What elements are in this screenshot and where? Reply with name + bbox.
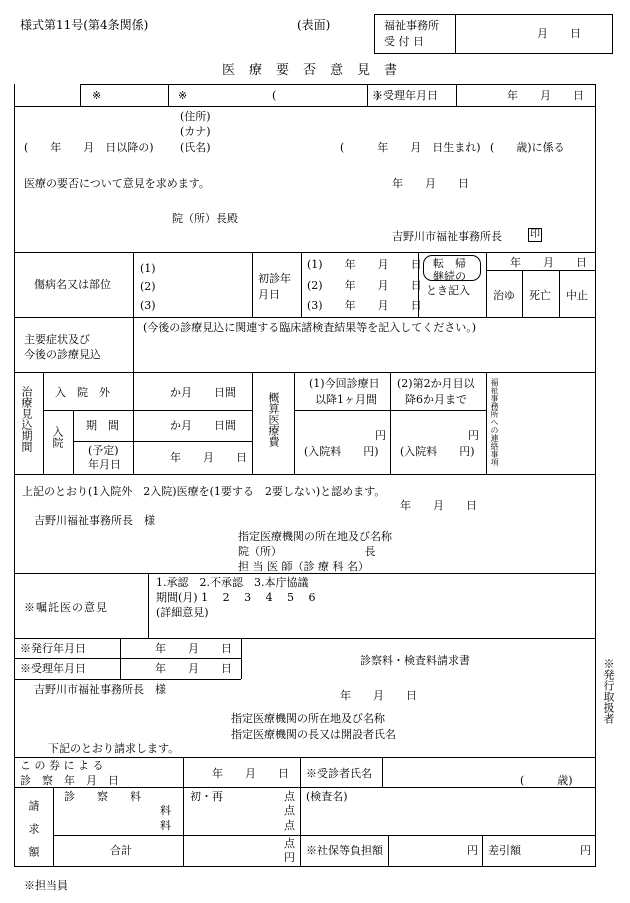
cost-col2-2: 降6か月まで [405,393,467,406]
hospital-director: 院（所）長殿 [172,212,238,225]
cost-col2-1: (2)第2か月目以 [397,377,475,390]
fee-row-3: 料 [160,819,171,832]
diagnosis-label: 傷病名又は部位 [34,278,111,291]
top-mark-1: ※ [92,89,102,102]
seal-mark: 印 [530,229,540,240]
symptoms-note: (今後の診療見込に関連する臨床諸検査結果等を記入してください。) [143,321,477,334]
first-visit-label-2: 月日 [258,288,280,301]
term-label: 期 間 [86,419,119,432]
approval-to: 吉野川福祉事務所長 様 [34,514,155,527]
diagnosis-3: (3) [140,299,156,312]
cost-label: 概算医療費 [267,392,280,447]
outcome-date: 年 月 日 [510,256,587,269]
claim-request: 下記のとおり請求します。 [48,742,180,755]
birth-date: ( 年 月 日生まれ) [340,141,481,154]
approval-doctor: 担 当 医 師（診 療 科 名） [238,560,369,573]
from-date: ( 年 月 日以降の) [24,141,154,154]
period-label: 治療見込期間 [20,386,33,452]
ticket-label-1: こ の 券 に よ る [20,759,104,772]
cost-col1-fee: (入院料 円) [304,445,379,458]
first-re: 初・再 [190,790,223,803]
diagnosis-2: (2) [140,280,156,293]
issuer-name: 吉野川市福祉事務所長 [392,230,502,243]
planned-label-2: 年月日 [88,458,121,471]
cost-col1-2: 以降1ヶ月間 [315,393,377,406]
first-visit-2: (2) 年 月 日 [307,279,422,292]
form-number: 様式第11号(第4条関係) [20,18,149,32]
ticket-date: 年 月 日 [212,767,289,780]
balance-unit: 円 [580,844,591,857]
point-1: 点 [284,790,295,803]
approval-date: 年 月 日 [400,499,477,512]
fee-row-1: 診 察 料 [64,790,141,803]
insurance-unit: 円 [467,844,478,857]
approval-text: 上記のとおり(1入院外 2入院)医療を(1要する 2要しない)と認めます。 [22,485,386,498]
commissioned-line-1: 1.承認 2.不承認 3.本庁協議 [156,576,309,589]
approval-director: 院（所） 長 [238,545,376,558]
cost-col1-1: (1)今回診療日 [309,377,380,390]
claim-title: 診察料・検査料請求書 [360,654,470,667]
patient-label: ※受診者氏名 [306,767,372,780]
outcome-label-3: とき記入 [426,284,470,297]
exam-name: (検査名) [306,790,348,803]
point-3: 点 [284,819,295,832]
approval-institution: 指定医療機関の所在地及び名称 [238,530,392,543]
ask-date: 年 月 日 [392,177,469,190]
outcome-stop: 中止 [566,289,588,302]
receipt-label-1: 福祉事務所 [384,19,439,32]
outcome-cured: 治ゆ [493,289,515,302]
first-visit-3: (3) 年 月 日 [307,299,422,312]
total-unit-yen: 円 [284,851,295,864]
person-in-charge: ※担当員 [24,879,68,892]
receipt-date: 月 日 [537,27,581,40]
contact-label: 福祉事務所への連絡事項 [490,378,499,466]
commissioned-line-3: (詳細意見) [156,606,209,619]
outpatient-value: か月 日間 [170,386,236,399]
receipt-label-2: 受 付 日 [384,35,424,48]
claim-amount-label: 請求額 [27,800,40,869]
symptoms-label-1: 主要症状及び [24,333,90,346]
planned-value: 年 月 日 [170,451,247,464]
point-2: 点 [284,804,295,817]
diagnosis-1: (1) [140,262,156,275]
insurance-label: ※社保等負担額 [306,844,383,857]
total-label: 合計 [110,844,132,857]
name-label: (氏名) [180,141,211,154]
outpatient-label: 入 院 外 [55,386,110,399]
claim-institution: 指定医療機関の所在地及び名称 [231,712,385,725]
receive-date: 年 月 日 [155,662,232,675]
outcome-label-1: 転 帰 [433,257,466,270]
receive-date-label: ※受理年月日 [20,662,86,675]
kana-label: (カナ) [180,125,211,138]
issue-handler: ※発行取扱者 [602,658,615,724]
outcome-death: 死亡 [529,289,551,302]
address-label: (住所) [180,110,211,123]
document-title: 医療要否意見書 [222,63,412,78]
received-label: ※受理年月日 [372,89,438,102]
claim-director: 指定医療機関の長又は開設者氏名 [231,728,396,741]
fee-row-2: 料 [160,804,171,817]
commissioned-line-2: 期間(月) 1 2 3 4 5 6 [156,591,316,604]
top-paren: ( ) [272,89,380,102]
cost-col1-yen: 円 [375,429,386,442]
symptoms-label-2: 今後の診療見込 [24,348,101,361]
cost-col2-fee: (入院料 円) [400,445,475,458]
first-visit-1: (1) 年 月 日 [307,258,422,271]
claim-to: 吉野川市福祉事務所長 様 [34,683,166,696]
first-visit-label-1: 初診年 [258,272,291,285]
planned-label-1: (予定) [88,444,119,457]
patient-age: ( 歳) [520,774,573,787]
commissioned-label: ※嘱託医の意見 [24,601,108,614]
outcome-label-2: 継続の [433,270,466,283]
inpatient-label: 入院 [51,426,64,448]
ask-text: 医療の要否について意見を求めます。 [24,177,210,190]
total-unit-points: 点 [284,837,295,850]
cost-col2-yen: 円 [468,429,479,442]
claim-date: 年 月 日 [340,689,417,702]
ticket-label-2: 診 察 年 月 日 [20,774,119,787]
term-value: か月 日間 [170,419,236,432]
page-side: (表面) [297,18,331,32]
received-date: 年 月 日 [507,89,584,102]
balance-label: 差引額 [488,844,521,857]
age-field: ( 歳)に係る [490,141,565,154]
issue-date-label: ※発行年月日 [20,642,86,655]
top-mark-2: ※ [178,89,188,102]
issue-date: 年 月 日 [155,642,232,655]
